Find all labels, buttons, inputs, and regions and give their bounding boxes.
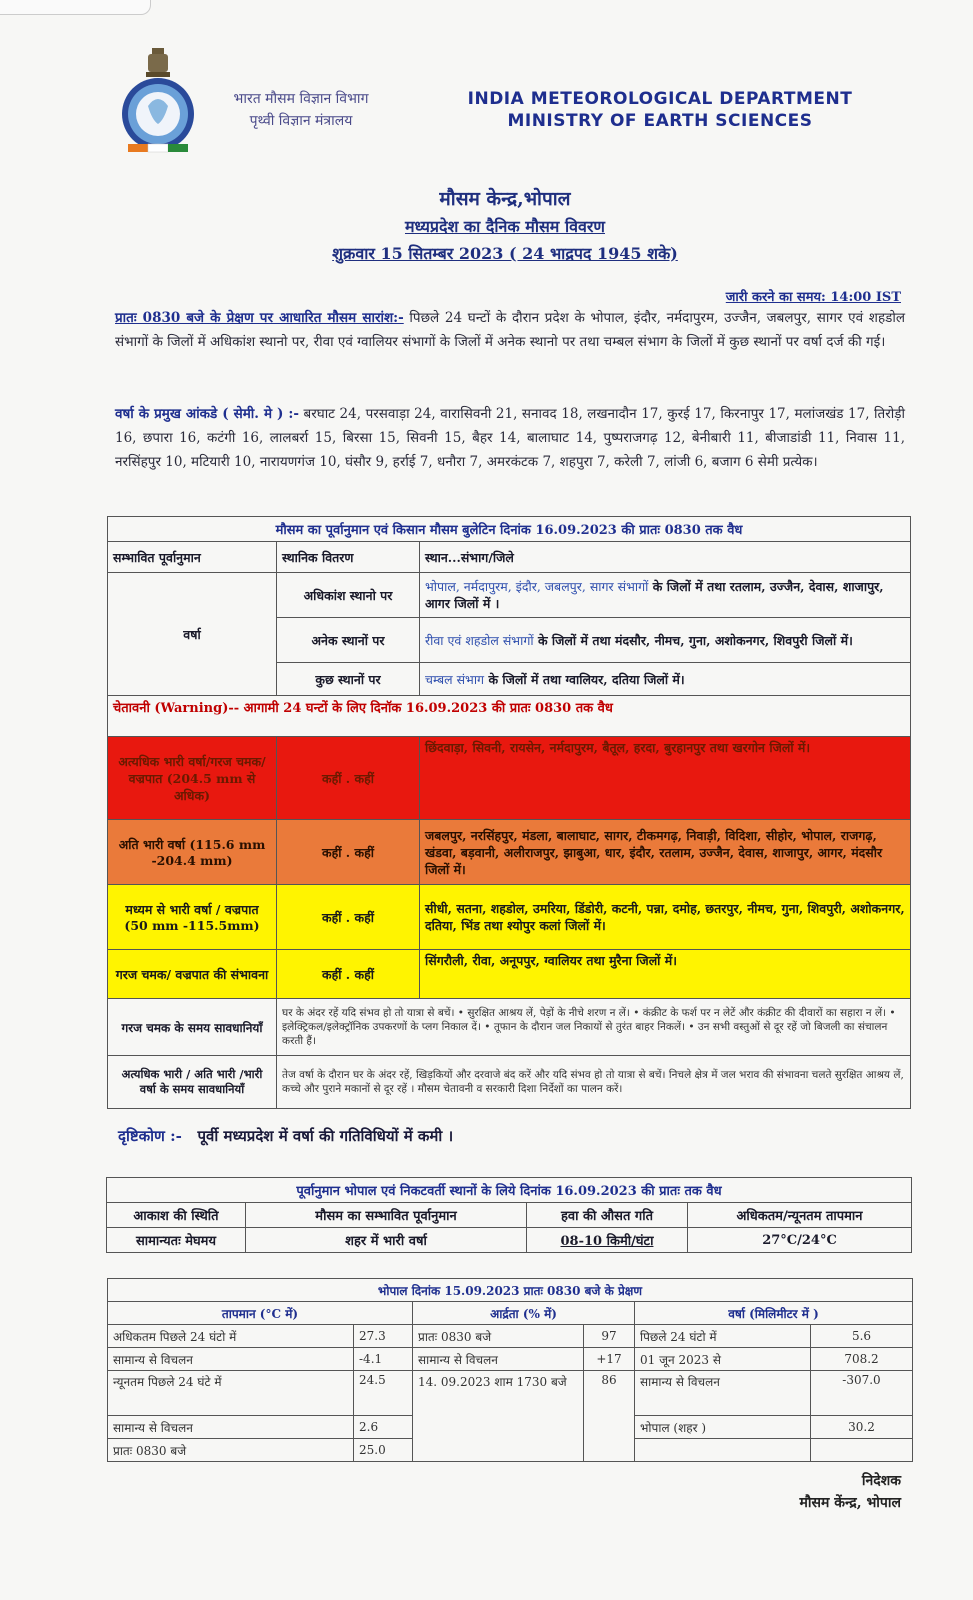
temp-value: 2.6 bbox=[354, 1416, 413, 1439]
humidity-value: 97 bbox=[584, 1325, 635, 1348]
signature-title: निदेशक bbox=[861, 1473, 901, 1489]
hindi-department-name bbox=[206, 88, 396, 132]
warning-distribution: कहीं . कहीं bbox=[277, 950, 420, 999]
precaution-text: तेज वर्षा के दौरान घर के अंदर रहें, खिड़कियों और दरवाजे बंद करें और यदि संभव हो तो यात्रा से बचें। निचले क्षेत्र में जल भराव की संभावना चलते सुरक्षित आश्रय लें, कच्चे और पुराने मकानों से दूर रहें । मौसम चेतावनी व सरकारी दिशा निर्देशों का पालन करें। bbox=[277, 1056, 911, 1109]
forecast-col-header: स्थान...संभाग/जिले bbox=[420, 542, 911, 573]
places-districts: के जिलों में तथा ग्वालियर, दतिया जिलों में। bbox=[484, 671, 685, 687]
distribution-cell: अधिकांश स्थानो पर bbox=[277, 573, 420, 618]
forecast-col-header: सम्भावित पूर्वानुमान bbox=[108, 542, 277, 573]
outlook-label: दृष्टिकोण :- bbox=[118, 1127, 182, 1145]
bhopal-forecast-title: पूर्वानुमान भोपाल एवं निकटवर्ती स्थानों के लिये दिनांक 16.09.2023 की प्रातः तक वैध bbox=[107, 1178, 912, 1203]
places-cell bbox=[420, 618, 911, 663]
temp-label: सामान्य से विचलन bbox=[108, 1416, 354, 1439]
humidity-value: +17 bbox=[584, 1348, 635, 1371]
report-titles bbox=[110, 186, 900, 267]
forecast-table bbox=[107, 516, 911, 1109]
bhopal-value: 08-10 किमी/घंटा bbox=[527, 1228, 688, 1253]
places-divisions: चम्बल संभाग bbox=[425, 671, 485, 687]
rain-label: भोपाल (शहर ) bbox=[635, 1416, 811, 1439]
bhopal-header: अधिकतम/न्यूनतम तापमान bbox=[688, 1203, 912, 1228]
rain-value: -307.0 bbox=[811, 1371, 913, 1416]
rain-value: 5.6 bbox=[811, 1325, 913, 1348]
signature-office: मौसम केंन्द्र, भोपाल bbox=[799, 1495, 901, 1511]
letterhead bbox=[110, 40, 900, 170]
rain-label: पिछले 24 घंटो में bbox=[635, 1325, 811, 1348]
bhopal-value: 27°C/24°C bbox=[688, 1228, 912, 1253]
rain-label: 01 जून 2023 से bbox=[635, 1348, 811, 1371]
places-districts: के जिलों में तथा मंदसौर, नीमच, गुना, अशोकनगर, शिवपुरी जिलों में। bbox=[533, 632, 853, 648]
warning-type: अति भारी वर्षा (115.6 mm -204.4 mm) bbox=[108, 820, 277, 885]
precaution-label: गरज चमक के समय सावधानियाँ bbox=[108, 999, 277, 1056]
rain-empty bbox=[635, 1439, 811, 1462]
bhopal-value: शहर में भारी वर्षा bbox=[246, 1228, 527, 1253]
humidity-label: सामान्य से विचलन bbox=[413, 1348, 584, 1371]
temp-value: 24.5 bbox=[354, 1371, 413, 1416]
warning-distribution: कहीं . कहीं bbox=[277, 737, 420, 820]
warning-type: गरज चमक/ वज्रपात की संभावना bbox=[108, 950, 277, 999]
places-cell bbox=[420, 573, 911, 618]
imd-emblem-icon bbox=[118, 46, 198, 161]
bhopal-header: आकाश की स्थिति bbox=[107, 1203, 246, 1228]
humidity-label: 14. 09.2023 शाम 1730 बजे bbox=[413, 1371, 584, 1462]
rain-empty bbox=[811, 1439, 913, 1462]
report-title: मध्यप्रदेश का दैनिक मौसम विवरण bbox=[404, 217, 605, 236]
humidity-value: 86 bbox=[584, 1371, 635, 1462]
warning-distribution: कहीं . कहीं bbox=[277, 820, 420, 885]
temp-label: अधिकतम पिछले 24 घंटो में bbox=[108, 1325, 354, 1348]
summary-text: पिछले 24 घन्टों के दौरान प्रदेश के भोपाल, इंदौर, नर्मदापुरम, उज्जैन, जबलपुर, सागर एवं शहडोल संभागों के जिलों में अधिकांश स्थानो पर, रीवा एवं ग्वालियर संभागों के जिलों में अनेक स्थानो पर तथा चम्बल संभाग के जिलों में कुछ स्थानों पर वर्षा दर्ज की गई। bbox=[115, 310, 905, 350]
issue-time: जारी करने का समय: 14:00 IST bbox=[725, 290, 901, 305]
warning-type: अत्यधिक भारी वर्षा/गरज चमक/ वज्रपात (204.5 mm से अधिक) bbox=[108, 737, 277, 820]
warning-places: सिंगरौली, रीवा, अनूपपुर, ग्वालियर तथा मुरैना जिलों में। bbox=[420, 950, 911, 999]
rain-figures-lead: वर्षा के प्रमुख आंकडे ( सेमी. मे ) :- bbox=[115, 406, 299, 422]
summary-lead: प्रातः 0830 बजे के प्रेक्षण पर आधारित मौसम सारांश:- bbox=[115, 310, 404, 326]
precaution-text: घर के अंदर रहें यदि संभव हो तो यात्रा से बचें। • सुरक्षित आश्रय लें, पेड़ों के नीचे शरण न लें। • कंक्रीट के फर्श पर न लेटें और कंक्रीट की दीवारों का सहारा न लें। • इलेक्ट्रिकल/इलेक्ट्रॉनिक उपकरणों के प्लग निकाल दें। • तूफान के दौरान जल निकायों से तुरंत बाहर निकलें। • उन सभी वस्तुओं से दूर रहें जो बिजली का संचालन करती हैं। bbox=[277, 999, 911, 1056]
bhopal-value: सामान्यतः मेघमय bbox=[107, 1228, 246, 1253]
forecast-col-header: स्थानिक वितरण bbox=[277, 542, 420, 573]
warning-places: छिंदवाड़ा, सिवनी, रायसेन, नर्मदापुरम, बैतूल, हरदा, बुरहानपुर तथा खरगोन जिलों में। bbox=[420, 737, 911, 820]
rain-figures bbox=[115, 402, 905, 474]
places-divisions: भोपाल, नर्मदापुरम, इंदौर, जबलपुर, सागर संभागों bbox=[425, 579, 649, 594]
hindi-dept-line1: भारत मौसम विज्ञान विभाग bbox=[233, 91, 369, 107]
report-date: शुक्रवार 15 सितम्बर 2023 ( 24 भाद्रपद 1945 शके) bbox=[332, 244, 678, 263]
observations-title: भोपाल दिनांक 15.09.2023 प्रातः 0830 बजे के प्रेक्षण bbox=[108, 1279, 913, 1302]
obs-header-humidity: आर्द्रता (% में) bbox=[413, 1302, 635, 1325]
signature-block bbox=[799, 1470, 901, 1514]
bhopal-header: मौसम का सम्भावित पूर्वानुमान bbox=[246, 1203, 527, 1228]
rain-label: सामान्य से विचलन bbox=[635, 1371, 811, 1416]
hindi-dept-line2: पृथ्वी विज्ञान मंत्रालय bbox=[249, 113, 353, 129]
warning-places: जबलपुर, नरसिंहपुर, मंडला, बालाघाट, सागर, टीकमगढ़, निवाड़ी, विदिशा, सीहोर, भोपाल, राजगढ़, खंडवा, बड़वानी, अलीराजपुर, झाबुआ, धार, इंदौर, रतलाम, उज्जैन, देवास, शाजापुर, आगर, मंदसौर जिलों में। bbox=[420, 820, 911, 885]
warning-type: मध्यम से भारी वर्षा / वज्रपात (50 mm -115.5mm) bbox=[108, 885, 277, 950]
places-districts: के जिलों में तथा रतलाम, उज्जैन, देवास, शाजापुर, आगर जिलों में । bbox=[425, 579, 884, 611]
precaution-label: अत्यधिक भारी / अति भारी /भारी वर्षा के समय सावधानियाँ bbox=[108, 1056, 277, 1109]
english-dept-line2: MINISTRY OF EARTH SCIENCES bbox=[507, 111, 813, 131]
places-cell bbox=[420, 663, 911, 696]
rain-value: 708.2 bbox=[811, 1348, 913, 1371]
places-divisions: रीवा एवं शहडोल संभागों bbox=[425, 632, 534, 648]
obs-header-rain: वर्षा (मिलिमीटर में ) bbox=[635, 1302, 913, 1325]
temp-label: सामान्य से विचलन bbox=[108, 1348, 354, 1371]
warning-heading: चेतावनी (Warning)-- आगामी 24 घन्टों के लिए दिनॉक 16.09.2023 की प्रातः 0830 तक वैध bbox=[108, 696, 911, 737]
temp-value: -4.1 bbox=[354, 1348, 413, 1371]
warning-distribution: कहीं . कहीं bbox=[277, 885, 420, 950]
temp-value: 25.0 bbox=[354, 1439, 413, 1462]
outlook-text: पूर्वी मध्यप्रदेश में वर्षा की गतिविधियों में कमी । bbox=[197, 1127, 454, 1145]
browser-tab-edge bbox=[0, 0, 151, 15]
distribution-cell: कुछ स्थानों पर bbox=[277, 663, 420, 696]
bhopal-forecast-table bbox=[106, 1177, 912, 1253]
warning-places: सीधी, सतना, शहडोल, उमरिया, डिंडोरी, कटनी, पन्ना, दमोह, छतरपुर, नीमच, गुना, शिवपुरी, अशोकनगर, दतिया, भिंड तथा श्योपुर कलां जिलों में। bbox=[420, 885, 911, 950]
temp-label: न्यूनतम पिछले 24 घंटे में bbox=[108, 1371, 354, 1416]
obs-header-temp: तापमान (°C में) bbox=[108, 1302, 413, 1325]
observations-table bbox=[107, 1278, 913, 1462]
weather-summary bbox=[115, 306, 905, 354]
forecast-title: मौसम का पूर्वानुमान एवं किसान मौसम बुलेटिन दिनांक 16.09.2023 की प्रातः 0830 तक वैध bbox=[108, 517, 911, 542]
rain-label: वर्षा bbox=[108, 573, 277, 696]
distribution-cell: अनेक स्थानों पर bbox=[277, 618, 420, 663]
humidity-label: प्रातः 0830 बजे bbox=[413, 1325, 584, 1348]
centre-title: मौसम केन्द्र,भोपाल bbox=[439, 188, 571, 210]
rain-value: 30.2 bbox=[811, 1416, 913, 1439]
outlook bbox=[118, 1126, 453, 1146]
temp-label: प्रातः 0830 बजे bbox=[108, 1439, 354, 1462]
english-department-name bbox=[435, 88, 885, 132]
english-dept-line1: INDIA METEOROLOGICAL DEPARTMENT bbox=[467, 89, 853, 109]
temp-value: 27.3 bbox=[354, 1325, 413, 1348]
rain-figures-text: बरघाट 24, परसवाड़ा 24, वारासिवनी 21, सनावद 18, लखनादौन 17, कुरई 17, किरनापुर 17, मलांजखंड 17, तिरोड़ी 16, छपारा 16, कटंगी 16, लालबर्रा 15, बिरसा 15, सिवनी 15, बैहर 14, बालाघाट 14, पुष्पराजगढ़ 12, बेनीबारी 11, बीजाडांडी 11, निवास 11, नरसिंहपुर 10, मटियारी 10, नारायणगंज 10, घंसौर 9, हर्राई 7, धनौरा 7, अमरकंटक 7, शहपुरा 7, करेली 7, लांजी 6, बजाग 6 सेमी प्रत्येक। bbox=[115, 406, 905, 470]
bhopal-header: हवा की औसत गति bbox=[527, 1203, 688, 1228]
